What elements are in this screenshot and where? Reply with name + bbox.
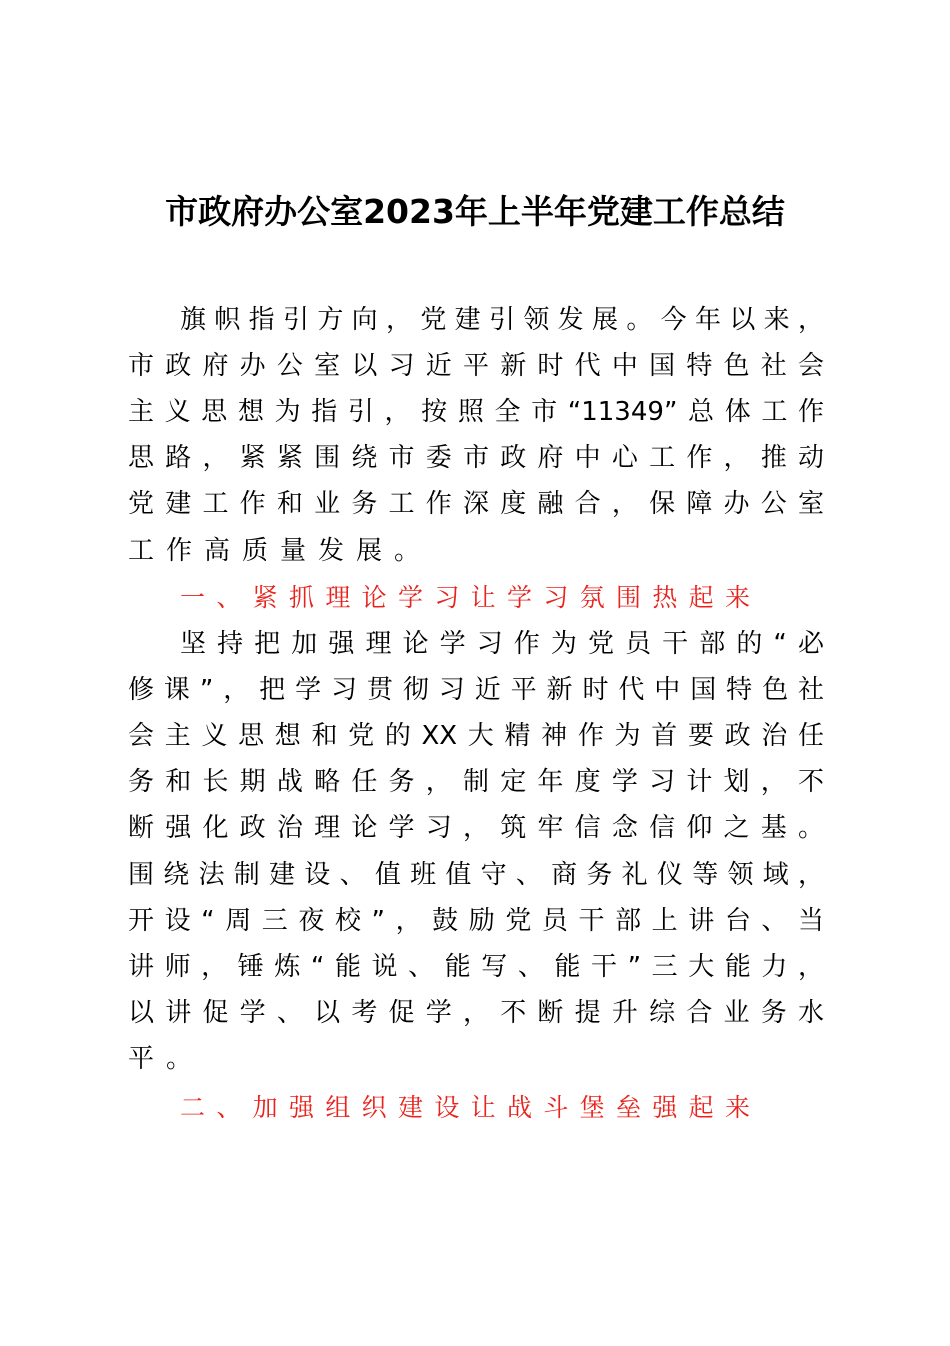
intro-line-3: 主义思想为指引，按照全市“11349”总体工作 (128, 397, 824, 427)
section-1-line-3: 会主义思想和党的XX大精神作为首要政治任 (128, 721, 824, 751)
section-1-heading: 一、紧抓理论学习让学习氛围热起来 (180, 583, 750, 612)
intro-line-5: 党建工作和业务工作深度融合，保障办公室 (128, 489, 824, 519)
section-1-line-4: 务和长期战略任务，制定年度学习计划，不 (128, 767, 824, 797)
section-1-line-5: 断强化政治理论学习，筑牢信念信仰之基。 (128, 813, 824, 843)
intro-line-1: 旗帜指引方向，党建引领发展。今年以来， (180, 305, 824, 335)
intro-line-2: 市政府办公室以习近平新时代中国特色社会 (128, 351, 824, 381)
section-1-line-7: 开设“周三夜校”，鼓励党员干部上讲台、当 (128, 906, 824, 936)
section-1-line-1: 坚持把加强理论学习作为党员干部的“必 (180, 629, 824, 659)
intro-line-4: 思路，紧紧围绕市委市政府中心工作，推动 (128, 443, 824, 473)
section-1-line-6: 围绕法制建设、值班值守、商务礼仪等领域， (128, 860, 824, 890)
section-2-heading: 二、加强组织建设让战斗堡垒强起来 (180, 1093, 750, 1122)
section-1-line-2: 修课”，把学习贯彻习近平新时代中国特色社 (128, 675, 824, 705)
section-1-line-10: 平。 (128, 1044, 205, 1074)
section-1-line-9: 以讲促学、以考促学，不断提升综合业务水 (128, 998, 824, 1028)
document-title: 市政府办公室2023年上半年党建工作总结 (165, 192, 785, 231)
section-1-line-8: 讲师，锤炼“能说、能写、能干”三大能力， (128, 952, 824, 982)
intro-line-6: 工作高质量发展。 (128, 536, 433, 566)
